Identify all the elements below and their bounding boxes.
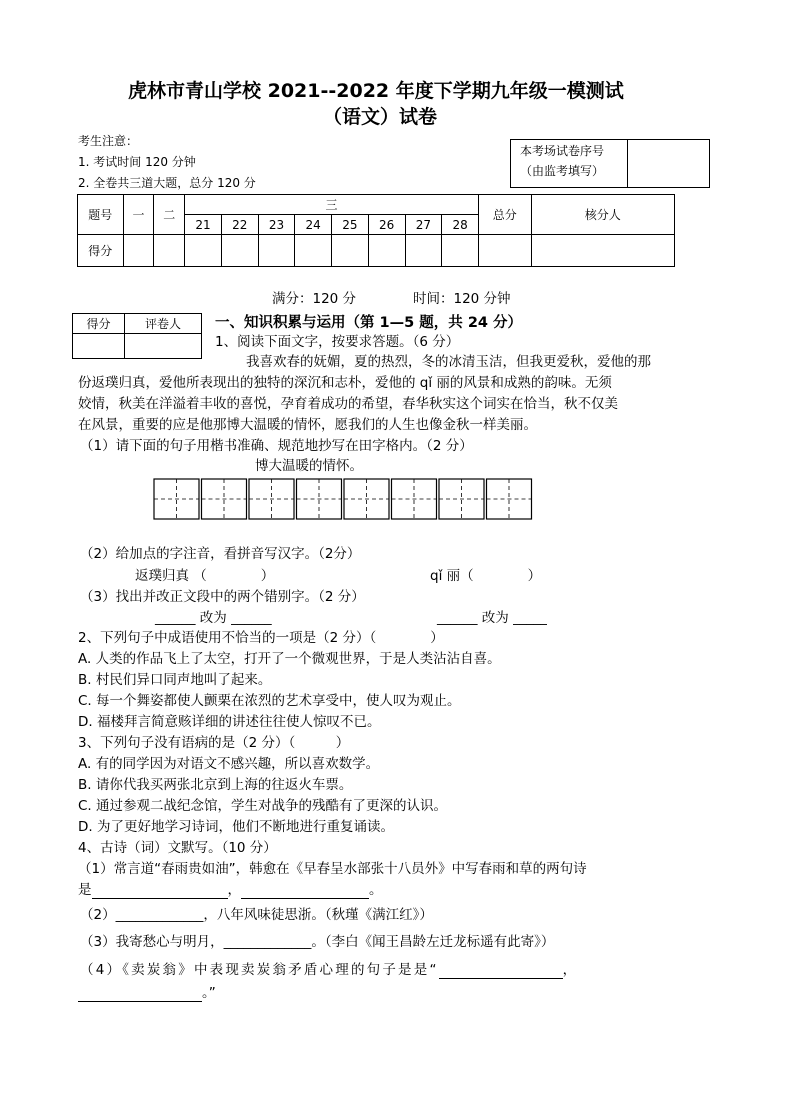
score-table-q24: 24 [295, 215, 332, 235]
q1-2-b: qǐ 丽（ ） [430, 568, 542, 584]
q3-option-b: B. 请你代我买两张北京到上海的往返火车票。 [78, 777, 353, 793]
q3-option-a: A. 有的同学因为对语文不感兴趣，所以喜欢数学。 [78, 756, 380, 772]
score-table-q23: 23 [258, 215, 295, 235]
exam-time: 时间：120 分钟 [413, 291, 511, 307]
q2-option-d: D. 福楼拜言简意赅详细的讲述往往使人惊叹不已。 [78, 714, 381, 730]
tianzige-svg [153, 478, 535, 520]
score-cell[interactable] [405, 235, 442, 267]
q4-4-blank-2[interactable] [78, 987, 202, 1002]
q2-option-c: C. 每一个舞姿都使人颤栗在浓烈的艺术享受中，使人叹为观止。 [78, 693, 461, 709]
notice-item-time: 1. 考试时间 120 分钟 [78, 155, 196, 169]
score-table-q25: 25 [332, 215, 369, 235]
score-cell[interactable] [368, 235, 405, 267]
passage-line-4: 在风景，重要的应是他那博大温暖的情怀，愿我们的人生也像金秋一样美丽。 [78, 417, 537, 433]
seq-box-label: 本考场试卷序号 [520, 144, 605, 158]
score-table-row-score: 得分 [78, 235, 124, 267]
q2-option-b: B. 村民们异口同声地叫了起来。 [78, 672, 272, 688]
score-table-q28: 28 [442, 215, 479, 235]
q1-3: （3）找出并改正文段中的两个错别字。（2 分） [80, 589, 365, 605]
exam-subtitle: （语文）试卷 [323, 106, 438, 128]
q1-1: （1）请下面的句子用楷书准确、规范地抄写在田字格内。（2 分） [80, 438, 473, 454]
grader-box-grader: 评卷人 [125, 314, 202, 334]
q4-stem: 4、古诗（词）文默写。（10 分） [78, 840, 277, 856]
score-cell-total[interactable] [479, 235, 532, 267]
q4-1-comma: ， [227, 882, 241, 898]
q4-4-line-2 [78, 985, 216, 1002]
score-cell[interactable] [185, 235, 222, 267]
score-table-q27: 27 [405, 215, 442, 235]
q4-4-comma: ， [562, 962, 579, 978]
q2-stem: 2、下列句子中成语使用不恰当的一项是（2 分）（ ） [78, 630, 444, 646]
notice-item-total: 2. 全卷共三道大题，总分 120 分 [78, 176, 256, 190]
score-cell[interactable] [442, 235, 479, 267]
q4-2: （2）_____________，八年风味徒思浙。（秋瑾《满江红》） [80, 907, 433, 923]
exam-title: 虎林市青山学校 2021--2022 年度下学期九年级一模测试 [128, 80, 624, 102]
score-cell[interactable] [332, 235, 369, 267]
q4-4-line-1 [80, 962, 578, 979]
score-cell[interactable] [154, 235, 185, 267]
q3-stem: 3、下列句子没有语病的是（2 分）（ ） [78, 735, 350, 751]
score-cell[interactable] [123, 235, 154, 267]
passage-line-1: 我喜欢春的妩媚，夏的热烈，冬的冰清玉洁，但我更爱秋，爱他的那 [246, 354, 651, 370]
score-table-col-total: 总分 [479, 195, 532, 235]
q1-stem: 1、阅读下面文字，按要求答题。（6 分） [215, 334, 460, 350]
score-table-q21: 21 [185, 215, 222, 235]
q1-2-a: 返璞归真 （ ） [135, 568, 275, 584]
grader-box [72, 313, 202, 359]
q3-option-d: D. 为了更好地学习诗词，他们不断地进行重复诵读。 [78, 819, 394, 835]
score-table [77, 194, 675, 267]
notice-heading: 考生注意： [78, 134, 139, 148]
score-table-q26: 26 [368, 215, 405, 235]
grader-name-cell[interactable] [125, 334, 202, 359]
q4-1-line-2 [78, 882, 383, 899]
q4-4-blank-1[interactable] [439, 964, 563, 979]
section1-heading: 一、知识积累与运用（第 1—5 题，共 24 分） [215, 315, 523, 331]
score-table-col-two: 二 [154, 195, 185, 235]
q2-option-a: A. 人类的作品飞上了太空，打开了一个微观世界，于是人类沾沾自喜。 [78, 651, 501, 667]
q4-3: （3）我寄愁心与明月，_____________。（李白《闻王昌龄左迁龙标遥有此寄》） [80, 934, 555, 950]
q1-3-b: ______ 改为 _____ [437, 610, 547, 626]
q1-2: （2）给加点的字注音，看拼音写汉字。（2分） [80, 546, 361, 562]
q4-1-prefix: 是 [78, 882, 92, 898]
grader-box-score: 得分 [73, 314, 125, 334]
q4-1-line-1: （1）常言道“春雨贵如油”，韩愈在《早春呈水部张十八员外》中写春雨和草的两句诗 [78, 861, 587, 877]
q4-1-blank-2[interactable] [241, 884, 369, 899]
score-table-col-three: 三 [185, 195, 479, 215]
grader-score-cell[interactable] [73, 334, 125, 359]
score-cell[interactable] [295, 235, 332, 267]
passage-line-3: 姣情，秋美在洋溢着丰收的喜悦，孕育着成功的希望，春华秋实这个词实在恰当，秋不仅美 [78, 396, 618, 412]
score-table-col-checker: 核分人 [531, 195, 675, 235]
full-score: 满分：120 分 [272, 291, 357, 307]
q4-1-period: 。 [369, 882, 383, 898]
q1-3-a: ______ 改为 ______ [155, 610, 272, 626]
passage-line-2: 份返璞归真，爱他所表现出的独特的深沉和志朴，爱他的 qǐ 丽的风景和成熟的韵味。无须 [78, 375, 612, 391]
seq-box [510, 139, 710, 188]
tianzige-grid[interactable] [153, 478, 535, 520]
q4-1-blank-1[interactable] [92, 884, 228, 899]
score-table-title: 题号 [78, 195, 124, 235]
q4-4-text: （4）《卖炭翁》中表现卖炭翁矛盾心理的句子是是“ [80, 962, 439, 978]
q1-1-sentence: 博大温暖的情怀。 [255, 458, 363, 474]
seq-box-note: （由监考填写） [520, 164, 605, 178]
score-cell[interactable] [221, 235, 258, 267]
score-table-col-one: 一 [123, 195, 154, 235]
score-table-q22: 22 [221, 215, 258, 235]
score-cell[interactable] [258, 235, 295, 267]
q4-4-end: 。” [202, 985, 216, 1001]
q3-option-c: C. 通过参观二战纪念馆，学生对战争的残酷有了更深的认识。 [78, 798, 448, 814]
score-cell-checker[interactable] [531, 235, 675, 267]
